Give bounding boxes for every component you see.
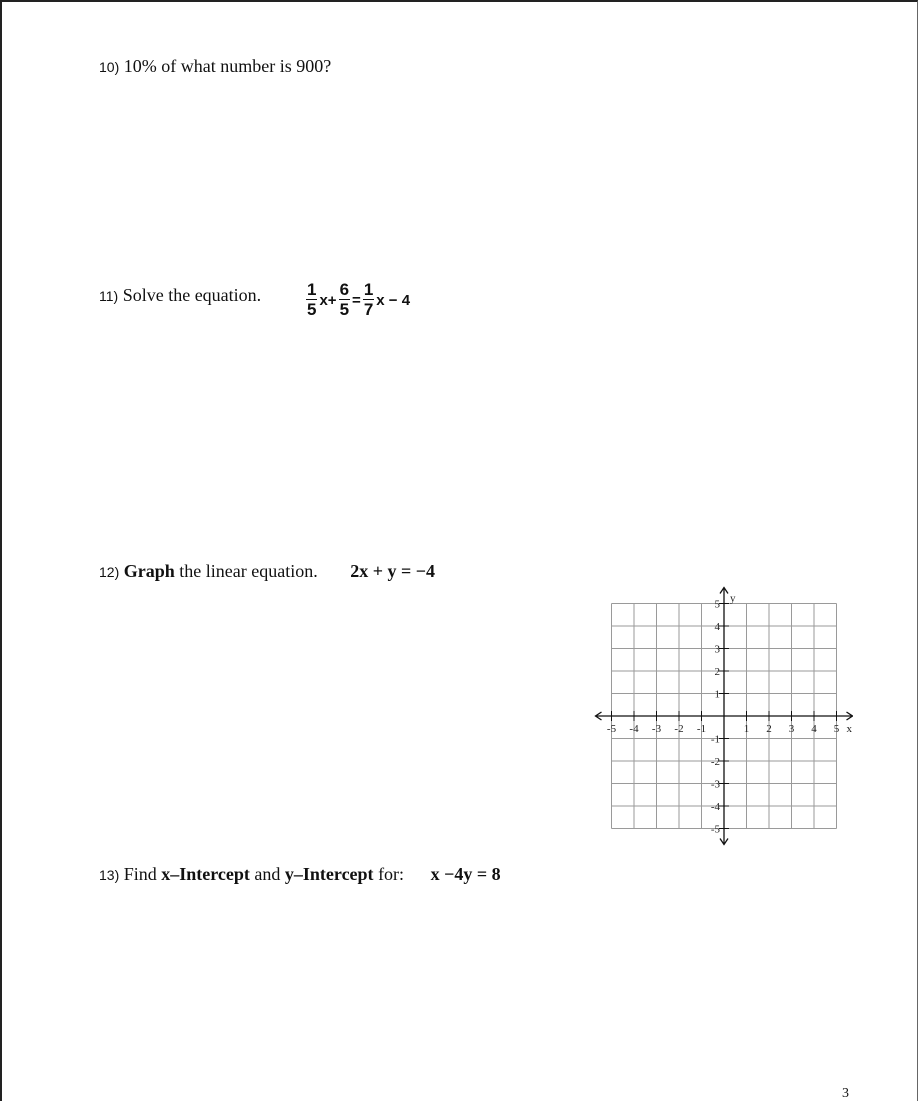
x-tick-label: 4 [811,723,817,735]
question-text: Find [123,864,162,884]
numerator: 6 [339,279,350,299]
fraction [339,281,350,318]
question-number: 13) [99,867,120,883]
question-text: for: [373,864,405,884]
x-intercept-term: x–Intercept [161,864,250,884]
question-13 [99,864,501,885]
equation-q12: 2x + y = −4 [350,561,435,581]
denominator: 7 [363,299,374,319]
page-number: 3 [842,1086,849,1101]
x-tick-label: 1 [743,723,750,735]
question-12 [99,561,435,582]
coordinate-grid [583,582,853,847]
numerator: 1 [363,279,374,299]
fraction [363,281,374,318]
question-10 [99,56,331,77]
x-tick-label: -3 [651,723,662,735]
x-tick-label: 5 [833,723,840,735]
operator: x+ [319,291,337,309]
x-tick-label: -1 [696,723,707,735]
y-tick-label: 3 [714,643,720,656]
y-axis-label: y [730,592,736,605]
operator: = [352,291,361,309]
denominator: 5 [307,299,317,319]
y-tick-label: -5 [710,823,720,836]
question-number: 11) [99,288,119,304]
question-text: 10% of what number is 900? [123,56,332,76]
numerator: 1 [307,279,317,299]
y-tick-label: 4 [714,621,720,633]
y-intercept-term: y–Intercept [284,864,374,884]
denominator: 5 [339,299,350,319]
x-tick-label: -5 [606,723,617,735]
y-tick-label: 1 [714,688,720,701]
y-tick-label: -4 [710,801,720,813]
fraction [306,281,317,318]
question-number: 12) [99,564,120,580]
y-tick-label: -3 [710,778,720,791]
question-text: the linear equation. [174,561,318,581]
x-tick-label: 2 [766,723,772,735]
question-bold-word: Graph [123,561,175,581]
y-tick-label: 2 [714,666,720,678]
equation-q13: x −4y = 8 [430,864,501,884]
y-tick-label: -2 [710,756,720,768]
x-tick-label: -4 [629,723,639,735]
question-text: Solve the equation. [122,285,262,305]
x-tick-label: 3 [788,723,795,735]
question-11 [99,285,261,306]
x-axis-label: x [846,723,852,735]
question-text: and [249,864,285,884]
equation-q11 [305,277,411,321]
x-tick-label: -2 [674,723,684,735]
y-tick-label: 5 [714,598,720,611]
y-tick-label: -1 [710,733,720,746]
operator: x − 4 [376,291,411,309]
question-number: 10) [99,59,120,75]
